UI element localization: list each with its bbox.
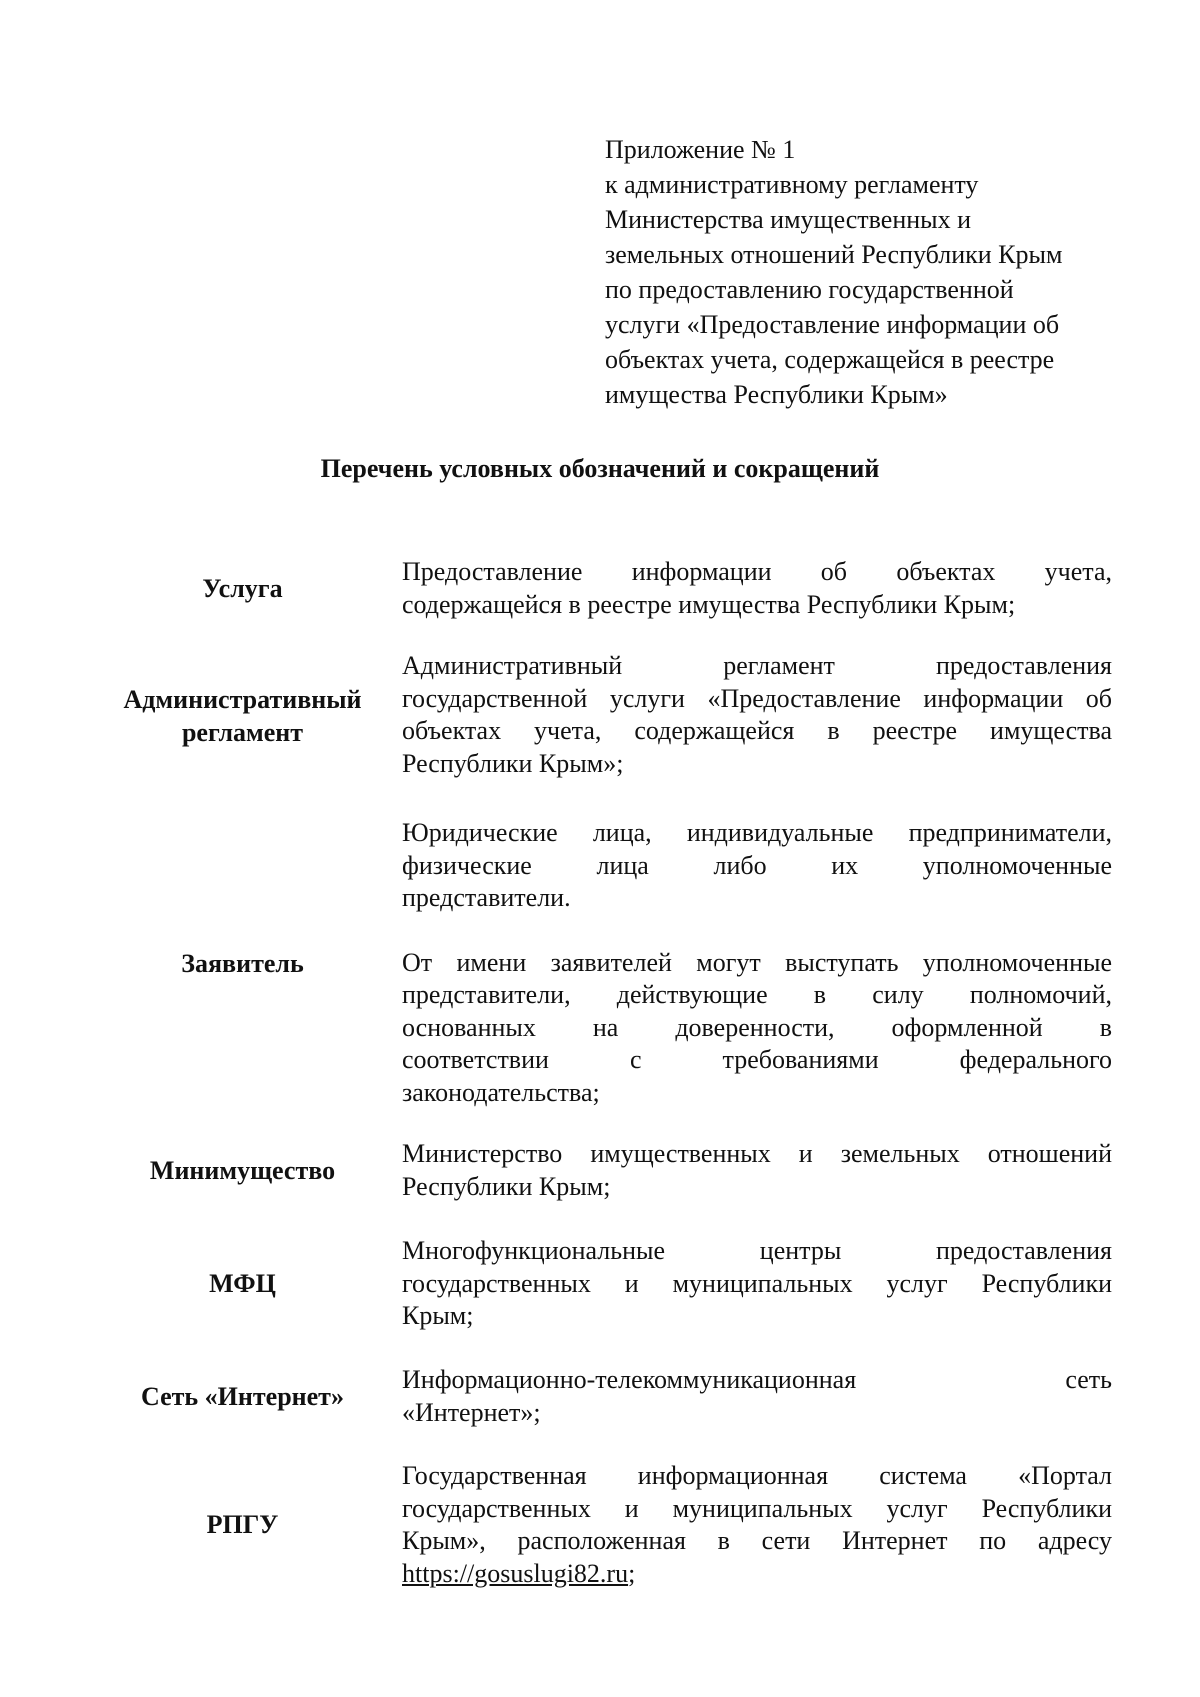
term-line: МФЦ xyxy=(209,1269,276,1298)
annex-line: земельных отношений Республики Крым xyxy=(605,240,1063,269)
definition-line: объектах учета, содержащейся в реестре имущества xyxy=(402,716,1112,745)
definition-line: основанных на доверенности, оформленной в xyxy=(402,1012,1112,1042)
definition-line: Республики Крым; xyxy=(402,1171,611,1201)
definition-line: представители, действующие в силу полномочий, xyxy=(402,980,1112,1009)
glossary-term xyxy=(100,947,385,980)
glossary-term xyxy=(100,683,385,749)
glossary-definition xyxy=(402,650,1112,780)
definition-line: представители. xyxy=(402,883,571,912)
glossary-definition xyxy=(402,556,1112,621)
glossary-definition xyxy=(402,1138,1112,1203)
glossary-definition xyxy=(402,817,1112,1109)
glossary-definition xyxy=(402,1460,1112,1590)
annex-line: по предоставлению государственной xyxy=(605,275,1014,304)
definition-line: Административный регламент предоставления xyxy=(402,651,1112,680)
definition-line: физические лица либо их уполномоченные xyxy=(402,850,1112,880)
definition-line: соответствии с требованиями федерального xyxy=(402,1045,1112,1074)
term-line: Административный xyxy=(123,685,362,714)
annex-line: имущества Республики Крым» xyxy=(605,380,948,409)
definition-line: Республики Крым»; xyxy=(402,748,624,778)
definition-line: государственных и муниципальных услуг Республики xyxy=(402,1493,1112,1523)
glossary-term xyxy=(100,1267,385,1300)
definition-line: законодательства; xyxy=(402,1077,600,1107)
glossary-definition xyxy=(402,1235,1112,1333)
definition-line: «Интернет»; xyxy=(402,1397,541,1427)
term-line: регламент xyxy=(181,718,304,747)
link-suffix: ; xyxy=(628,1558,636,1588)
term-line: Сеть «Интернет» xyxy=(141,1382,344,1411)
definition-line xyxy=(402,1558,1112,1591)
annex-line: объектах учета, содержащейся в реестре xyxy=(605,345,1055,374)
gosuslugi-link[interactable]: https://gosuslugi82.ru xyxy=(402,1558,629,1588)
glossary-term xyxy=(100,1380,385,1413)
definition-line: содержащейся в реестре имущества Республики Крым; xyxy=(402,589,1016,619)
term-line: Минимущество xyxy=(149,1156,336,1185)
glossary-definition xyxy=(402,1364,1112,1429)
glossary-term xyxy=(100,572,385,605)
glossary-term xyxy=(100,1154,385,1187)
definition-line: Крым; xyxy=(402,1301,474,1330)
annex-line: услуги «Предоставление информации об xyxy=(605,310,1060,339)
definition-line: государственных и муниципальных услуг Республики xyxy=(402,1268,1112,1298)
annex-header xyxy=(605,132,1125,412)
definition-line: Информационно-телекоммуникационная сеть xyxy=(402,1365,1112,1394)
definition-line: государственной услуги «Предоставление информации об xyxy=(402,683,1112,713)
term-line: Услуга xyxy=(202,574,283,603)
annex-line: Приложение № 1 xyxy=(605,135,796,164)
document-title: Перечень условных обозначений и сокращений xyxy=(320,454,880,483)
definition-line: Предоставление информации об объектах учета, xyxy=(402,557,1112,586)
term-line: Заявитель xyxy=(181,949,304,978)
definition-spacer xyxy=(402,915,1112,947)
definition-line: Юридические лица, индивидуальные предприниматели, xyxy=(402,818,1112,847)
definition-line: Министерство имущественных и земельных отношений xyxy=(402,1139,1112,1168)
definition-line: Многофункциональные центры предоставления xyxy=(402,1236,1112,1265)
term-line: РПГУ xyxy=(206,1510,279,1539)
definition-line: От имени заявителей могут выступать уполномоченные xyxy=(402,947,1112,977)
glossary-term xyxy=(100,1508,385,1541)
definition-line: Государственная информационная система «Портал xyxy=(402,1461,1112,1490)
annex-line: к административному регламенту xyxy=(605,170,979,199)
annex-line: Министерства имущественных и xyxy=(605,205,972,234)
definition-line: Крым», расположенная в сети Интернет по адресу xyxy=(402,1526,1112,1555)
